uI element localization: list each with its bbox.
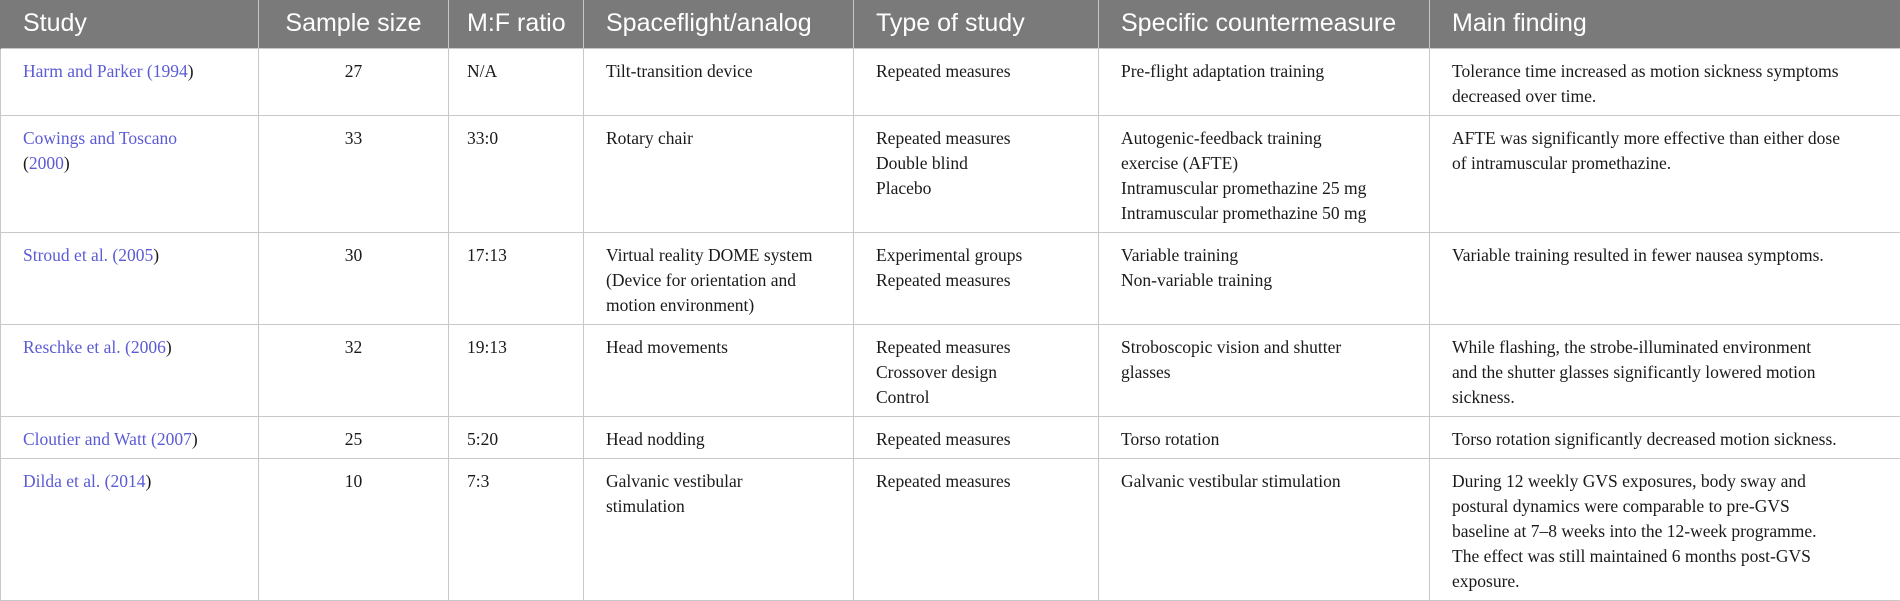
table-row [1, 324, 1900, 416]
study-cell: Cowings and Toscano (2000) [1, 115, 259, 232]
sample-size-cell: 30 [259, 232, 449, 324]
finding-cell: While flashing, the strobe-illuminated environment and the shutter glasses significantly lowered motion sickness. [1430, 324, 1900, 416]
year-link[interactable]: 2006 [131, 337, 166, 357]
header-countermeasure: Specific countermeasure [1099, 0, 1430, 48]
table-row [1, 48, 1900, 115]
type-cell: Experimental groups Repeated measures [854, 232, 1099, 324]
study-link[interactable]: Cowings and Toscano [23, 128, 177, 148]
study-cell: Dilda et al. (2014) [1, 458, 259, 600]
finding-cell: Variable training resulted in fewer nausea symptoms. [1430, 232, 1900, 324]
type-cell: Repeated measures [854, 458, 1099, 600]
type-cell: Repeated measures Double blind Placebo [854, 115, 1099, 232]
year-link[interactable]: 2007 [157, 429, 192, 449]
year-link[interactable]: 2000 [29, 153, 64, 173]
type-cell: Repeated measures [854, 48, 1099, 115]
finding-cell: Tolerance time increased as motion sickness symptoms decreased over time. [1430, 48, 1900, 115]
study-link[interactable]: Harm and Parker ( [23, 61, 153, 81]
header-study: Study [1, 0, 259, 48]
finding-cell: Torso rotation significantly decreased motion sickness. [1430, 416, 1900, 458]
countermeasure-cell: Autogenic-feedback training exercise (AFTE) Intramuscular promethazine 25 mg Intramuscular promethazine 50 mg [1099, 115, 1430, 232]
sample-size-cell: 33 [259, 115, 449, 232]
spaceflight-cell: Virtual reality DOME system (Device for orientation and motion environment) [584, 232, 854, 324]
header-spaceflight: Spaceflight/analog [584, 0, 854, 48]
countermeasure-cell: Pre-flight adaptation training [1099, 48, 1430, 115]
study-link[interactable]: Dilda et al. ( [23, 471, 110, 491]
finding-cell: During 12 weekly GVS exposures, body sway and postural dynamics were comparable to pre-GVS baseline at 7–8 weeks into the 12-week programme. The effect was still maintained 6 months post-GVS exposure. [1430, 458, 1900, 600]
spaceflight-cell: Head movements [584, 324, 854, 416]
header-row [1, 0, 1900, 48]
header-mf-ratio: M:F ratio [449, 0, 584, 48]
header-sample-size: Sample size [259, 0, 449, 48]
study-cell: Harm and Parker (1994) [1, 48, 259, 115]
study-link[interactable]: Stroud et al. ( [23, 245, 118, 265]
header-finding: Main finding [1430, 0, 1900, 48]
type-cell: Repeated measures [854, 416, 1099, 458]
countermeasure-cell: Variable training Non-variable training [1099, 232, 1430, 324]
mf-ratio-cell: 17:13 [449, 232, 584, 324]
study-link[interactable]: Cloutier and Watt ( [23, 429, 157, 449]
countermeasure-cell: Torso rotation [1099, 416, 1430, 458]
mf-ratio-cell: 7:3 [449, 458, 584, 600]
header-type: Type of study [854, 0, 1099, 48]
countermeasure-cell: Stroboscopic vision and shutter glasses [1099, 324, 1430, 416]
type-cell: Repeated measures Crossover design Control [854, 324, 1099, 416]
table-row [1, 458, 1900, 600]
finding-cell: AFTE was significantly more effective than either dose of intramuscular promethazine. [1430, 115, 1900, 232]
study-cell: Cloutier and Watt (2007) [1, 416, 259, 458]
study-cell: Stroud et al. (2005) [1, 232, 259, 324]
sample-size-cell: 32 [259, 324, 449, 416]
mf-ratio-cell: 19:13 [449, 324, 584, 416]
study-link[interactable]: Reschke et al. ( [23, 337, 131, 357]
year-link[interactable]: 1994 [153, 61, 188, 81]
table-row [1, 416, 1900, 458]
spaceflight-cell: Galvanic vestibular stimulation [584, 458, 854, 600]
spaceflight-cell: Rotary chair [584, 115, 854, 232]
sample-size-cell: 27 [259, 48, 449, 115]
table-row [1, 232, 1900, 324]
sample-size-cell: 10 [259, 458, 449, 600]
study-cell: Reschke et al. (2006) [1, 324, 259, 416]
year-link[interactable]: 2014 [110, 471, 145, 491]
year-link[interactable]: 2005 [118, 245, 153, 265]
spaceflight-cell: Tilt-transition device [584, 48, 854, 115]
spaceflight-cell: Head nodding [584, 416, 854, 458]
mf-ratio-cell: N/A [449, 48, 584, 115]
sample-size-cell: 25 [259, 416, 449, 458]
mf-ratio-cell: 33:0 [449, 115, 584, 232]
table-row [1, 115, 1900, 232]
mf-ratio-cell: 5:20 [449, 416, 584, 458]
countermeasure-cell: Galvanic vestibular stimulation [1099, 458, 1430, 600]
